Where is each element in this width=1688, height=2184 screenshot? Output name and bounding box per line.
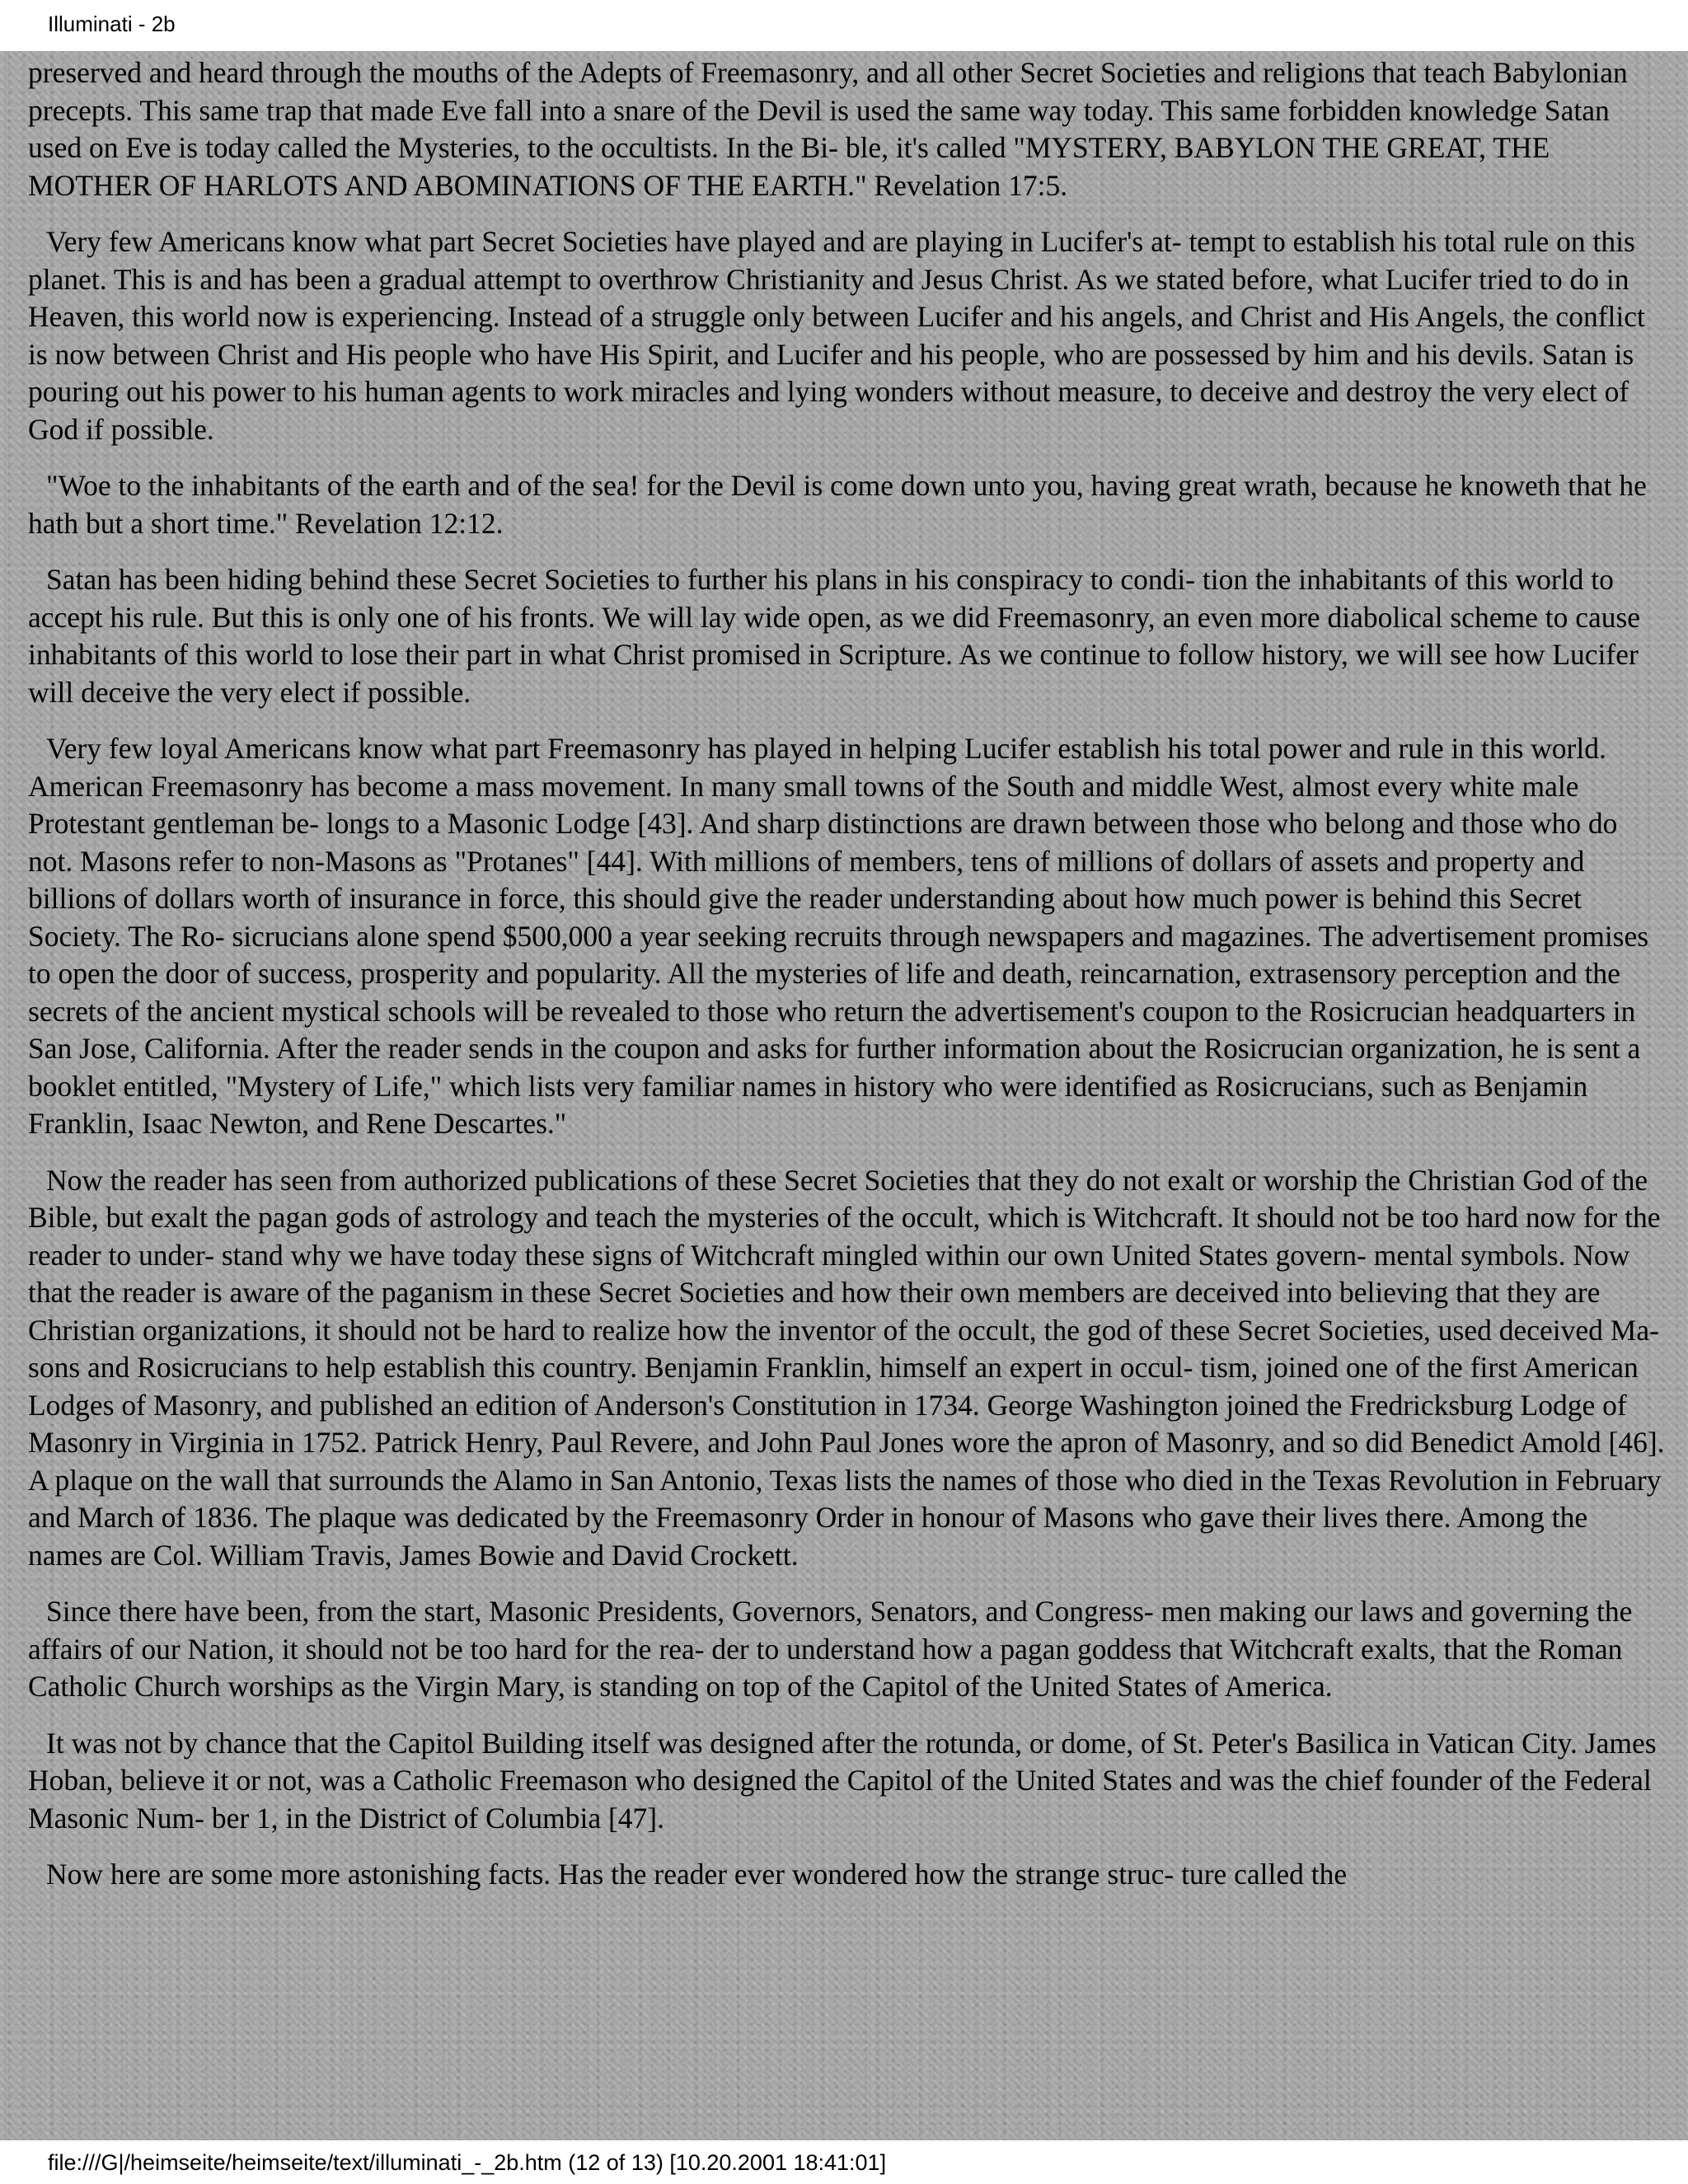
page-title: Illuminati - 2b [48, 12, 176, 36]
paragraph-6: Now the reader has seen from authorized publications of these Secret Societies that they do not exalt or worship the Christian God of the Bible, but exalt the pagan gods of astrology and teach the mysteries of the occult, which is Witchcraft. It should not be too hard now for the reader to under- stand why we have today these signs of Witchcraft mingled within our own United States govern- mental symbols. Now that the reader is aware of the paganism in these Secret Societies and how their own members are deceived into believing that they are Christian organizations, it should not be hard to realize how the inventor of the occult, the god of these Secret Societies, used deceived Ma- sons and Rosicrucians to help establish this country. Benjamin Franklin, himself an expert in occul- tism, joined one of the first American Lodges of Masonry, and published an edition of Anderson's Constitution in 1734. George Washington joined the Fredricksburg Lodge of Masonry in Virginia in 1752. Patrick Henry, Paul Revere, and John Paul Jones wore the apron of Masonry, and so did Benedict Amold [46]. A plaque on the wall that surrounds the Alamo in San Antonio, Texas lists the names of those who died in the Texas Revolution in February and March of 1836. The plaque was dedicated by the Freemasonry Order in honour of Masons who gave their lives there. Among the names are Col. William Travis, James Bowie and David Crockett. [28, 1163, 1665, 1572]
paragraph-8: It was not by chance that the Capitol Building itself was designed after the rotunda, or dome, of St. Peter's Basilica in Vatican City. James Hoban, believe it or not, was a Catholic Freemason who designed the Capitol of the United States and was the chief founder of the Federal Masonic Num- ber 1, in the District of Columbia [47]. [28, 1726, 1657, 1835]
paragraph-9: Now here are some more astonishing facts. Has the reader ever wondered how the strange struc- ture called the [46, 1858, 1348, 1891]
print-footer [0, 2140, 1688, 2184]
file-path: file:///G|/heimseite/heimseite/text/illuminati_-_2b.htm (12 of 13) [10.20.2001 18:41:01] [48, 2150, 887, 2175]
paragraph-4: Satan has been hiding behind these Secret Societies to further his plans in his conspiracy to condi- tion the inhabitants of this world to accept his rule. But this is only one of his fronts. We will lay wide open, as we did Freemasonry, an even more diabolical scheme to cause inhabitants of this world to lose their part in what Christ promised in Scripture. As we continue to follow history, we will see how Lucifer will deceive the very elect if possible. [28, 563, 1641, 709]
document-body [0, 51, 1688, 2140]
article-text [28, 54, 1668, 1913]
print-header [0, 0, 1688, 51]
paragraph-1: preserved and heard through the mouths of the Adepts of Freemasonry, and all other Secret Societies and religions that teach Babylonian precepts. This same trap that made Eve fall into a snare of the Devil is used the same way today. This same forbidden knowledge Satan used on Eve is today called the Mysteries, to the occultists. In the Bi- ble, it's called "MYSTERY, BABYLON THE GREAT, THE MOTHER OF HARLOTS AND ABOMINATIONS OF THE EARTH." Revelation 17:5. [28, 56, 1628, 202]
paragraph-7: Since there have been, from the start, Masonic Presidents, Governors, Senators, and Congress- men making our laws and governing the affairs of our Nation, it should not be too hard for the rea- der to understand how a pagan goddess that Witchcraft exalts, that the Roman Catholic Church worships as the Virgin Mary, is standing on top of the Capitol of the United States of America. [28, 1595, 1633, 1703]
paragraph-5: Very few loyal Americans know what part Freemasonry has played in helping Lucifer establish his total power and rule in this world. American Freemasonry has become a mass movement. In many small towns of the South and middle West, almost every white male Protestant gentleman be- longs to a Masonic Lodge [43]. And sharp distinctions are drawn between those who belong and those who do not. Masons refer to non-Masons as "Protanes" [44]. With millions of members, tens of millions of dollars of assets and property and billions of dollars worth of insurance in force, this should give the reader understanding about how much power is behind this Secret Society. The Ro- sicrucians alone spend $500,000 a year seeking recruits through newspapers and magazines. The advertisement promises to open the door of success, prosperity and popularity. All the mysteries of life and death, reincarnation, extrasensory perception and the secrets of the ancient mystical schools will be revealed to those who return the advertisement's coupon to the Rosicrucian headquarters in San Jose, California. After the reader sends in the coupon and asks for further information about the Rosicrucian organization, he is sent a booklet entitled, "Mystery of Life," which lists very familiar names in history who were identified as Rosicrucians, such as Benjamin Franklin, Isaac Newton, and Rene Descartes." [28, 732, 1649, 1140]
paragraph-2: Very few Americans know what part Secret Societies have played and are playing in Lucifer's at- tempt to establish his total rule on this planet. This is and has been a gradual attempt to overthrow Christianity and Jesus Christ. As we stated before, what Lucifer tried to do in Heaven, this world now is experiencing. Instead of a struggle only between Lucifer and his angels, and Christ and His Angels, the conflict is now between Christ and His people who have His Spirit, and Lucifer and his people, who are possessed by him and his devils. Satan is pouring out his power to his human agents to work miracles and lying wonders without measure, to deceive and destroy the very elect of God if possible. [28, 225, 1645, 446]
paragraph-3-quote: "Woe to the inhabitants of the earth and of the sea! for the Devil is come down unto you, having great wrath, because he knoweth that he hath but a short time." Revelation 12:12. [28, 469, 1647, 540]
